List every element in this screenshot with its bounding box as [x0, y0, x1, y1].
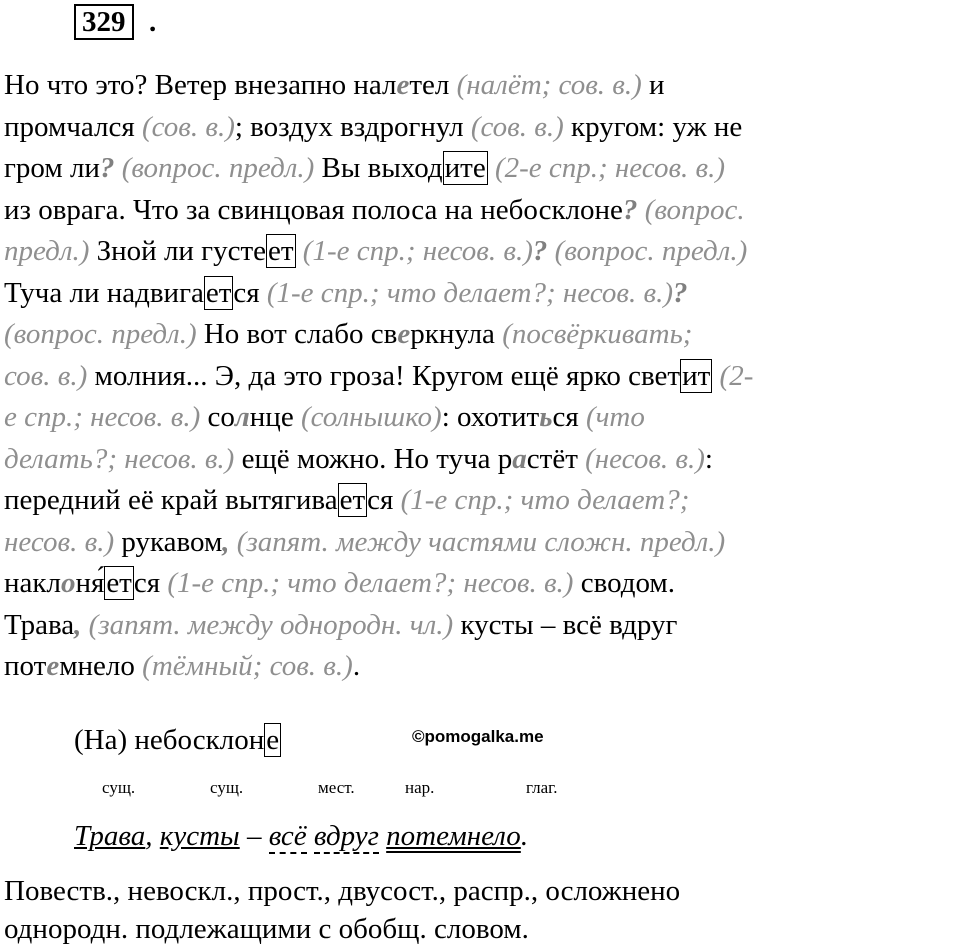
pos-label: сущ. — [210, 778, 244, 797]
text-line — [4, 442, 713, 476]
text-fragment — [712, 360, 719, 392]
text-fragment: сводом. — [573, 567, 676, 599]
text-fragment: накл — [4, 567, 61, 599]
text-fragment: кругом: уж не — [563, 110, 743, 143]
inserted-letter: ? — [622, 193, 638, 226]
inserted-letter: е — [396, 69, 410, 101]
inserted-letter: , — [74, 608, 82, 641]
text-fragment: молния... Э, да это гроза! Кругом ещё ярко свет — [87, 359, 681, 392]
grammar-note: (налёт; сов. в.) — [456, 69, 642, 101]
ending-box: ит — [682, 359, 711, 392]
grammar-note: предл.) — [4, 235, 90, 267]
text-fragment: кусты – всё вдруг — [453, 608, 678, 641]
inserted-letter: ? — [99, 152, 115, 184]
text-fragment: из оврага. Что за свинцовая полоса на небосклоне — [4, 193, 623, 226]
comma: , — [145, 820, 153, 852]
grammar-note: сов. в.) — [4, 359, 88, 392]
grammar-note: (посвёркивать; — [502, 318, 693, 350]
text-fragment — [637, 194, 644, 226]
text-line — [4, 276, 687, 310]
inserted-letter: , — [222, 525, 230, 558]
exercise-number-dot: . — [149, 6, 157, 38]
adverbial-word: вдруг — [313, 820, 379, 852]
analyzed-word: небосклон — [134, 724, 265, 756]
grammar-note: (вопрос. — [644, 193, 745, 226]
text-fragment: Трава — [4, 608, 75, 641]
inserted-letter: ь — [539, 401, 553, 433]
text-line — [4, 566, 675, 600]
grammar-note: (запят. между частями сложн. предл.) — [236, 525, 726, 558]
ending-box: ет — [106, 567, 132, 599]
text-fragment: рукавом — [114, 525, 223, 558]
grammar-note: (солнышко) — [300, 401, 442, 433]
text-fragment: стёт — [526, 442, 586, 475]
grammar-note: делать?; несов. в.) — [4, 442, 235, 475]
text-fragment — [230, 526, 237, 558]
text-fragment: : охотит — [441, 401, 540, 433]
text-fragment: ся — [233, 276, 267, 309]
text-line — [4, 68, 665, 102]
text-line — [4, 483, 689, 517]
text-fragment: Туча ли надвига — [4, 276, 204, 309]
text-line — [4, 193, 745, 227]
grammar-note: (что — [585, 401, 645, 433]
text-fragment: ся — [133, 567, 168, 599]
text-fragment: мнело — [59, 650, 143, 682]
text-fragment: Зной ли густе — [89, 235, 266, 267]
text-fragment: гром ли — [4, 152, 100, 184]
text-fragment: ся — [367, 484, 401, 516]
pos-label: нар. — [405, 778, 435, 797]
inserted-letter: а — [512, 442, 527, 475]
text-line — [4, 151, 725, 185]
inserted-letter: о — [60, 567, 76, 599]
ending-box: ет — [205, 276, 232, 309]
inserted-letter: л — [234, 401, 250, 433]
grammar-note: (вопрос. предл.) — [121, 152, 315, 184]
text-line — [4, 234, 747, 268]
watermark: ©pomogalka.me — [412, 727, 544, 746]
grammar-note: (сов. в.) — [141, 110, 235, 143]
grammar-note: (вопрос. предл.) — [554, 235, 748, 267]
ending-box: е — [266, 724, 280, 756]
subject-word: кусты — [159, 820, 240, 852]
text-fragment: Но вот слабо св — [196, 318, 398, 350]
grammar-note: (2- — [719, 359, 754, 392]
text-line — [4, 317, 692, 351]
text-fragment — [81, 609, 88, 641]
grammar-note: (2-е спр.; несов. в.) — [494, 152, 726, 184]
grammar-note: (1-е спр.; что делает?; — [400, 484, 690, 516]
inserted-letter: е — [397, 318, 411, 350]
grammar-note: (1-е спр.; что делает?; несов. в.) — [266, 276, 673, 309]
text-fragment: ркнула — [410, 318, 503, 350]
pos-label: глаг. — [526, 778, 558, 797]
dash: – — [239, 820, 269, 852]
text-fragment: ; воздух вздрогнул — [234, 110, 471, 143]
text-line — [4, 110, 742, 144]
text-fragment — [488, 152, 495, 184]
text-line — [4, 525, 725, 559]
period: . — [520, 820, 529, 852]
text-fragment: промчался — [4, 110, 142, 143]
generalizing-word: всё — [268, 820, 307, 852]
sentence-analysis — [74, 818, 528, 854]
text-fragment — [296, 235, 303, 267]
grammar-note: несов. в.) — [4, 525, 115, 558]
ending-box: ет — [339, 484, 366, 516]
grammar-note: (сов. в.) — [470, 110, 564, 143]
grammar-note: (вопрос. предл.) — [4, 318, 197, 350]
text-fragment: нце — [249, 401, 301, 433]
morpheme-analysis — [74, 722, 281, 758]
text-fragment: тел — [409, 69, 457, 101]
inserted-letter: ? — [672, 276, 688, 309]
grammar-note: е спр.; несов. в.) — [4, 401, 201, 433]
subject-word: Трава — [74, 820, 146, 852]
text-fragment: со — [200, 401, 235, 433]
text-line — [4, 649, 360, 683]
summary-line: Повеств., невоскл., прост., двусост., распр., осложнено — [4, 875, 681, 907]
pos-label: мест. — [318, 778, 355, 797]
ending-box: ите — [444, 152, 486, 184]
text-fragment: ня́ — [75, 567, 105, 599]
prefix-label: (На) — [74, 724, 128, 756]
text-fragment: Но что это? Ветер внезапно нал — [4, 69, 397, 101]
pos-label: сущ. — [102, 778, 136, 797]
text-fragment — [547, 235, 554, 267]
grammar-note: (несов. в.) — [585, 442, 705, 475]
text-fragment: передний её край вытягива — [4, 484, 338, 516]
grammar-note: (запят. между однородн. чл.) — [88, 608, 454, 641]
text-line — [4, 608, 677, 642]
grammar-note: (1-е спр.; несов. в.) — [302, 235, 533, 267]
text-fragment: Вы выход — [314, 152, 443, 184]
text-fragment: ся — [552, 401, 586, 433]
summary-line: однородн. подлежащими с обобщ. словом. — [4, 913, 529, 945]
exercise-number: 329 — [74, 4, 134, 40]
inserted-letter: е — [46, 650, 60, 682]
text-fragment: пот — [4, 650, 47, 682]
inserted-letter: ? — [532, 235, 548, 267]
grammar-note: (тёмный; сов. в.) — [142, 650, 353, 682]
grammar-note: (1-е спр.; что делает?; несов. в.) — [167, 567, 574, 599]
text-fragment: и — [641, 69, 665, 101]
text-fragment: ещё можно. Но туча р — [234, 442, 513, 475]
predicate-word: потемнело — [386, 820, 521, 852]
text-line — [4, 400, 645, 434]
text-line — [4, 359, 753, 393]
ending-box: ет — [268, 235, 294, 267]
text-fragment: : — [704, 442, 713, 475]
text-fragment: . — [352, 650, 361, 682]
text-fragment — [114, 152, 121, 184]
